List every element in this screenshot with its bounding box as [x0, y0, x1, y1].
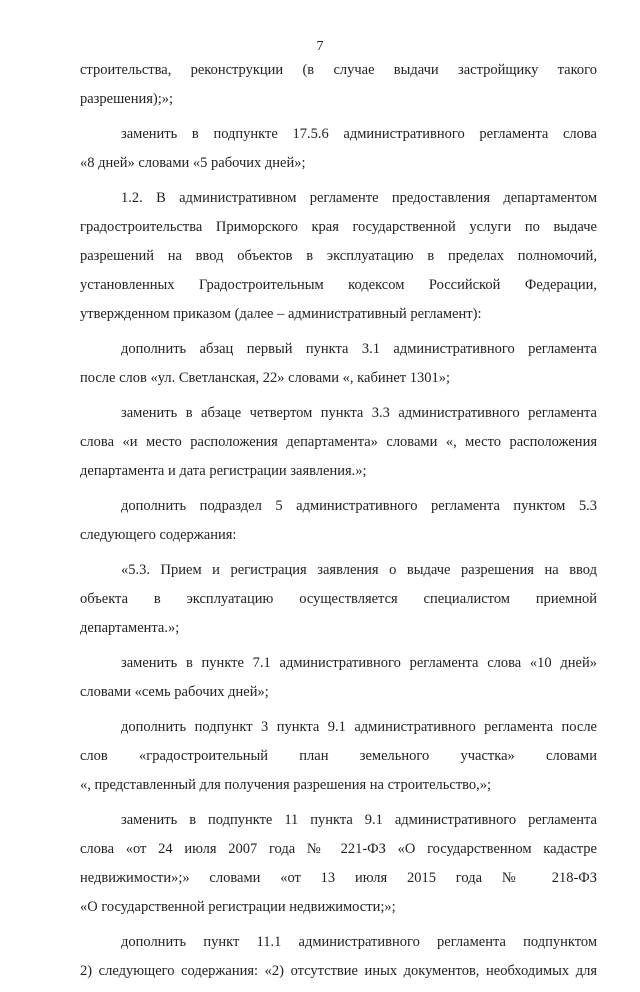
paragraph-line: «8 дней» словами «5 рабочих дней»; [80, 155, 306, 171]
paragraph-line: 2) следующего содержания: «2) отсутствие иных документов, необходимых для [80, 963, 597, 979]
paragraph-line: разрешения);»; [80, 91, 174, 107]
document-paragraph [80, 399, 597, 486]
paragraph-line: недвижимости»;» словами «от 13 июля 2015 года № 218-ФЗ [80, 870, 597, 886]
paragraph-line: 1.2. В административном регламенте предоставления департаментом [121, 190, 597, 206]
paragraph-line: установленных Градостроительным кодексом Российской Федерации, [80, 277, 597, 293]
paragraph-line: после слов «ул. Светланская, 22» словами «, кабинет 1301»; [80, 370, 451, 386]
document-paragraph [80, 56, 597, 114]
paragraph-line: «, представленный для получения разрешения на строительство,»; [80, 777, 492, 793]
paragraph-line: объекта в эксплуатацию осуществляется специалистом приемной [80, 591, 597, 607]
document-body [80, 56, 597, 992]
document-paragraph [80, 649, 597, 707]
document-paragraph [80, 120, 597, 178]
document-paragraph [80, 335, 597, 393]
page-number: 7 [316, 39, 324, 54]
paragraph-line: «О государственной регистрации недвижимости;»; [80, 899, 396, 915]
paragraph-line: департамента.»; [80, 620, 180, 636]
paragraph-line: заменить в подпункте 11 пункта 9.1 административного регламента [121, 812, 597, 828]
paragraph-line: градостроительства Приморского края государственной услуги по выдаче [80, 219, 597, 235]
paragraph-line: заменить в подпункте 17.5.6 административного регламента слова [121, 126, 597, 142]
document-paragraph [80, 713, 597, 800]
paragraph-line: «5.3. Прием и регистрация заявления о выдаче разрешения на ввод [121, 562, 597, 578]
paragraph-line: слова «и место расположения департамента» словами «, место расположения [80, 434, 597, 450]
paragraph-line: заменить в пункте 7.1 административного регламента слова «10 дней» [121, 655, 597, 671]
paragraph-line: словами «семь рабочих дней»; [80, 684, 269, 700]
document-paragraph [80, 184, 597, 329]
paragraph-line: департамента и дата регистрации заявления.»; [80, 463, 367, 479]
document-paragraph [80, 928, 597, 986]
paragraph-line: дополнить подпункт 3 пункта 9.1 административного регламента после [121, 719, 597, 735]
paragraph-line: следующего содержания: [80, 527, 237, 543]
paragraph-line: утвержденном приказом (далее – административный регламент): [80, 306, 482, 322]
paragraph-line: слов «градостроительный план земельного участка» словами [80, 748, 597, 764]
paragraph-line: дополнить абзац первый пункта 3.1 административного регламента [121, 341, 597, 357]
paragraph-line: заменить в абзаце четвертом пункта 3.3 административного регламента [121, 405, 597, 421]
paragraph-line: разрешений на ввод объектов в эксплуатацию в пределах полномочий, [80, 248, 597, 264]
paragraph-line: дополнить пункт 11.1 административного регламента подпунктом [121, 934, 597, 950]
document-paragraph [80, 556, 597, 643]
paragraph-line: строительства, реконструкции (в случае выдачи застройщику такого [80, 62, 597, 78]
document-paragraph [80, 492, 597, 550]
paragraph-line: слова «от 24 июля 2007 года № 221-ФЗ «О государственном кадастре [80, 841, 597, 857]
paragraph-line: дополнить подраздел 5 административного регламента пунктом 5.3 [121, 498, 597, 514]
